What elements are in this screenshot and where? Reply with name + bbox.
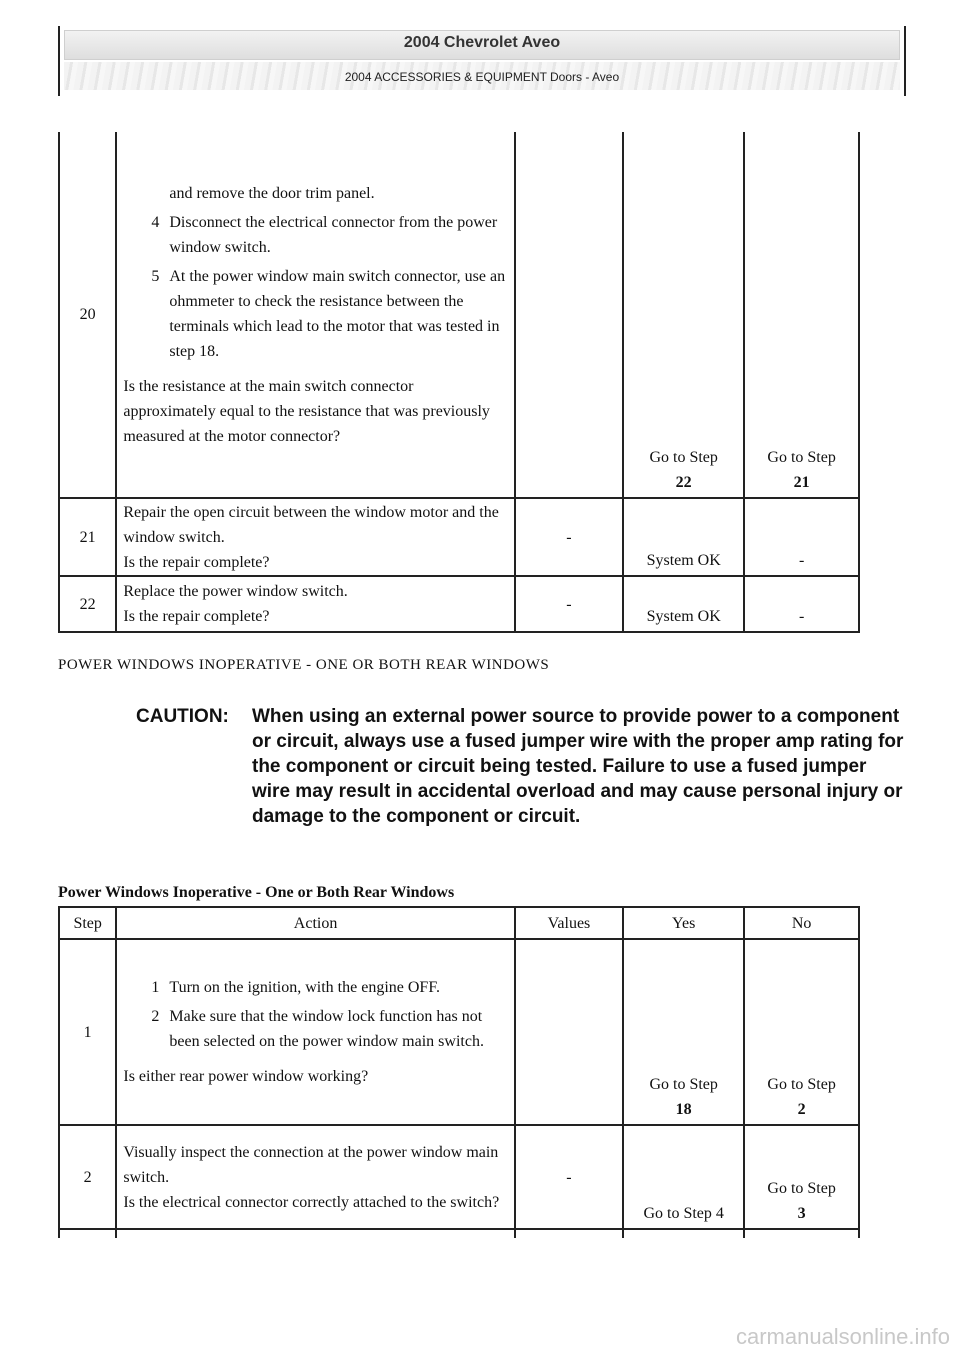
diagnostic-table-continued xyxy=(58,132,860,633)
action-text: Visually inspect the connection at the power window main switch. xyxy=(123,1143,499,1186)
no-cell: Go to Step 3 xyxy=(744,1125,859,1229)
table-header-row xyxy=(59,907,859,939)
document-subtitle: 2004 ACCESSORIES & EQUIPMENT Doors - Aveo xyxy=(344,70,620,84)
action-question: Is the repair complete? xyxy=(123,553,270,571)
step-number: 22 xyxy=(59,576,116,632)
column-header-no: No xyxy=(744,907,859,939)
yes-cell: System OK xyxy=(623,576,744,632)
table-row-continued xyxy=(59,1229,859,1238)
diagnostic-table xyxy=(58,906,860,1238)
table-row xyxy=(59,939,859,1125)
section-heading: POWER WINDOWS INOPERATIVE - ONE OR BOTH REAR WINDOWS xyxy=(58,657,550,673)
action-cell xyxy=(116,576,514,632)
yes-cell: Go to Step 4 xyxy=(623,1125,744,1229)
table-row xyxy=(59,1125,859,1229)
action-question: Is the repair complete? xyxy=(123,608,270,625)
action-text: Repair the open circuit between the window motor and the window switch. xyxy=(123,503,499,546)
document-header xyxy=(58,26,906,96)
action-cell xyxy=(116,498,514,576)
values-cell: - xyxy=(515,576,623,632)
action-substep: 1 Turn on the ignition, with the engine OFF. xyxy=(151,979,440,996)
action-cell xyxy=(116,939,514,1125)
column-header-yes: Yes xyxy=(623,907,744,939)
step-number: 21 xyxy=(59,498,116,576)
action-cell xyxy=(116,132,514,498)
action-substep: 2 Make sure that the window lock function has not been selected on the power window main switch. xyxy=(151,1008,484,1050)
values-cell xyxy=(515,939,623,1125)
site-watermark: carmanualsonline.info xyxy=(735,1324,950,1349)
yes-cell: Go to Step 18 xyxy=(623,939,744,1125)
action-substep: 5 At the power window main switch connector, use an ohmmeter to check the resistance between the terminals which lead to the motor that was tested in step 18. xyxy=(151,267,506,360)
action-substep: and remove the door trim panel. xyxy=(169,184,375,202)
step-number: 1 xyxy=(59,939,116,1125)
action-cell xyxy=(116,1125,514,1229)
no-cell: - xyxy=(744,576,859,632)
column-header-values: Values xyxy=(515,907,623,939)
action-substep: 4 Disconnect the electrical connector from the power window switch. xyxy=(151,213,498,256)
action-text: Replace the power window switch. xyxy=(123,583,348,600)
step-number: 2 xyxy=(59,1125,116,1229)
no-cell: Go to Step 21 xyxy=(744,132,859,498)
caution-label: CAUTION: xyxy=(136,706,229,727)
table-row xyxy=(59,576,859,632)
table-row xyxy=(59,132,859,498)
values-cell: - xyxy=(515,498,623,576)
action-question: Is either rear power window working? xyxy=(123,1068,369,1085)
yes-cell: System OK xyxy=(623,498,744,576)
no-cell: - xyxy=(744,498,859,576)
document-title: 2004 Chevrolet Aveo xyxy=(403,34,561,51)
caution-note xyxy=(136,704,906,829)
column-header-step: Step xyxy=(59,907,116,939)
values-cell xyxy=(515,132,623,498)
no-cell: Go to Step 2 xyxy=(744,939,859,1125)
column-header-action: Action xyxy=(116,907,514,939)
yes-cell: Go to Step 22 xyxy=(623,132,744,498)
values-cell: - xyxy=(515,1125,623,1229)
caution-text: When using an external power source to provide power to a component or circuit, always use a fused jumper wire with the proper amp rating for the component or circuit being tested. Failure to use a fused jumper wire may result in accidental overload and may cause personal injury or damage to the component or circuit. xyxy=(252,706,904,827)
step-number: 20 xyxy=(59,132,116,498)
action-question: Is the electrical connector correctly attached to the switch? xyxy=(123,1193,500,1211)
table-row xyxy=(59,498,859,576)
action-question: Is the resistance at the main switch connector approximately equal to the resistance that was previously measured at the motor connector? xyxy=(123,377,490,445)
table-caption: Power Windows Inoperative - One or Both Rear Windows xyxy=(58,884,455,901)
